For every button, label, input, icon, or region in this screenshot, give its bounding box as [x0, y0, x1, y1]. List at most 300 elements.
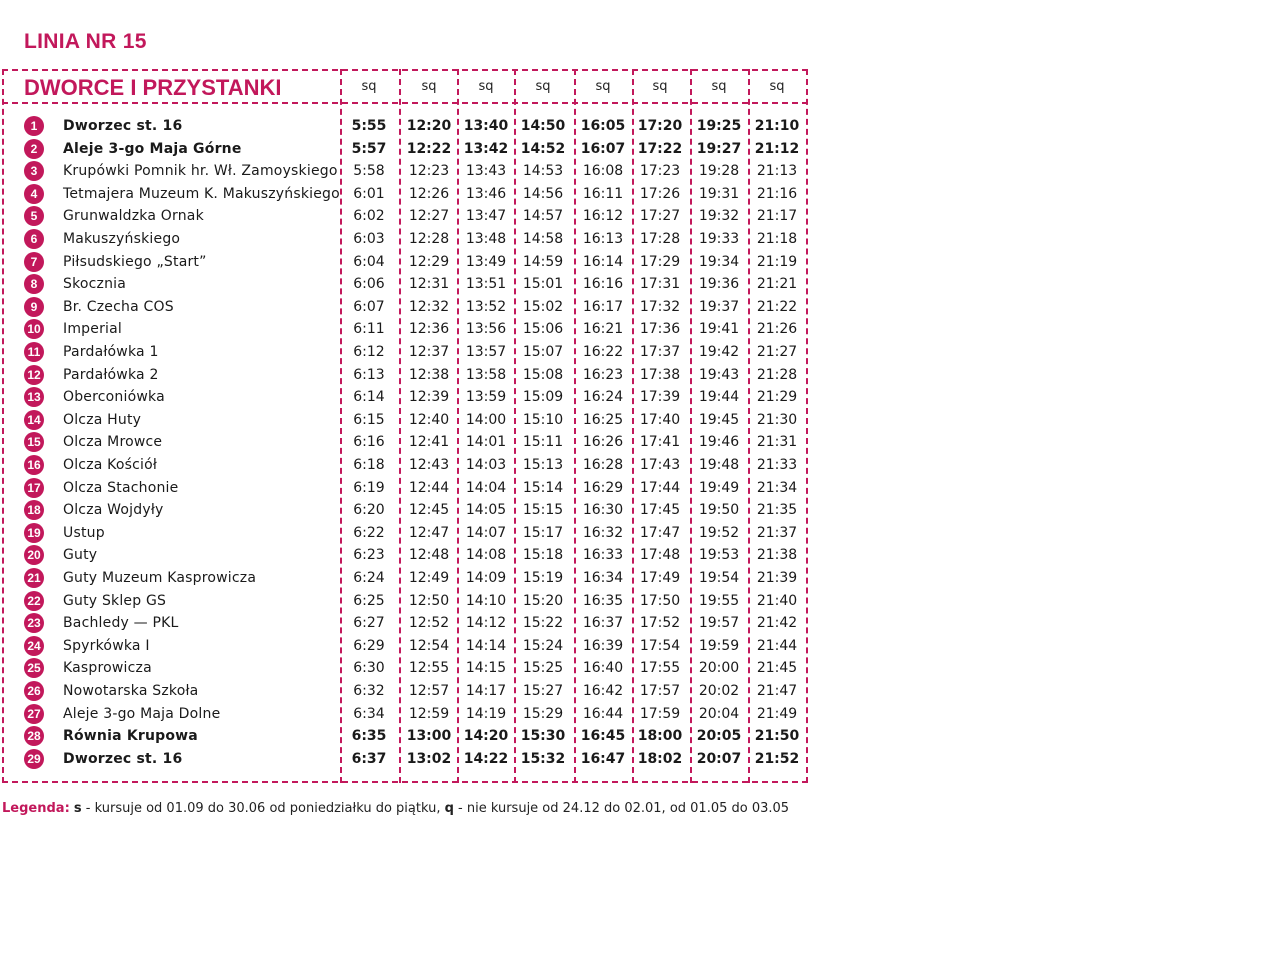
departure-time: 6:16: [353, 434, 385, 451]
stop-name: Skocznia: [63, 276, 127, 293]
departure-time: 15:18: [522, 547, 564, 564]
departure-time: 14:22: [463, 750, 509, 767]
departure-time: 19:44: [698, 389, 740, 406]
table-row: [2, 635, 808, 658]
departure-time: 12:52: [408, 615, 450, 632]
departure-time: 6:29: [353, 637, 385, 654]
stop-name: Nowotarska Szkoła: [63, 683, 199, 699]
departure-time: 19:52: [698, 524, 740, 541]
departure-time: 13:02: [406, 750, 452, 767]
departure-time: 6:35: [351, 728, 387, 745]
departure-time: 19:41: [698, 321, 740, 338]
departure-time: 16:42: [582, 683, 624, 699]
departure-time: 21:12: [754, 140, 800, 157]
stop-number-badge: 4: [24, 184, 44, 204]
legend-label: Legenda: [2, 801, 65, 816]
stop-name: Równia Krupowa: [63, 728, 198, 745]
departure-time: 16:21: [582, 321, 624, 338]
column-header: sq: [535, 79, 551, 94]
departure-time: 21:47: [756, 683, 798, 699]
departure-time: 16:08: [582, 163, 624, 180]
stop-number-badge: 18: [24, 500, 44, 520]
departure-time: 16:30: [582, 502, 624, 519]
stop-number-badge: 6: [24, 229, 44, 249]
table-row: [2, 409, 808, 432]
departure-time: 15:15: [522, 502, 564, 519]
departure-time: 20:05: [696, 728, 742, 745]
departure-time: 14:17: [465, 683, 507, 699]
departure-time: 21:33: [756, 457, 798, 473]
departure-time: 15:25: [522, 660, 564, 677]
stop-name: Oberconiówka: [63, 389, 165, 406]
stop-number-badge: 24: [24, 636, 44, 656]
departure-time: 6:06: [353, 276, 385, 293]
departure-time: 16:11: [582, 185, 624, 202]
departure-time: 12:55: [408, 660, 450, 677]
departure-time: 17:23: [639, 163, 681, 180]
departure-time: 17:22: [637, 140, 683, 157]
departure-time: 21:18: [756, 231, 798, 247]
stop-number-badge: 8: [24, 274, 44, 294]
departure-time: 19:37: [698, 298, 740, 315]
departure-time: 13:59: [465, 389, 507, 406]
stop-name: Aleje 3-go Maja Dolne: [63, 705, 221, 722]
departure-time: 12:31: [408, 276, 450, 293]
stop-number-badge: 14: [24, 410, 44, 430]
column-header: sq: [769, 79, 785, 94]
stop-number-badge: 12: [24, 365, 44, 385]
stop-number-badge: 27: [24, 704, 44, 724]
stop-number-badge: 9: [24, 297, 44, 317]
table-row: [2, 612, 808, 635]
departure-time: 12:38: [408, 366, 450, 383]
departure-time: 14:03: [465, 457, 507, 473]
stop-number-badge: 11: [24, 342, 44, 362]
stop-name: Pardałówka 1: [63, 344, 159, 360]
departure-time: 16:35: [582, 592, 624, 609]
departure-time: 18:00: [637, 728, 683, 745]
table-row: [2, 318, 808, 341]
departure-time: 14:53: [522, 163, 564, 180]
table-row: [2, 138, 808, 161]
departure-time: 21:19: [756, 253, 798, 270]
departure-time: 21:31: [756, 434, 798, 451]
departure-time: 16:37: [582, 615, 624, 632]
departure-time: 21:26: [756, 321, 798, 338]
table-row: [2, 341, 808, 364]
departure-time: 19:36: [698, 276, 740, 293]
departure-time: 17:49: [639, 570, 681, 586]
stop-number-badge: 25: [24, 658, 44, 678]
departure-time: 15:08: [522, 366, 564, 383]
departure-time: 12:57: [408, 683, 450, 699]
departure-time: 12:20: [406, 118, 452, 134]
table-row: [2, 499, 808, 522]
table-row: [2, 228, 808, 251]
departure-time: 6:34: [353, 705, 385, 722]
departure-time: 19:55: [698, 592, 740, 609]
table-row: [2, 273, 808, 296]
departure-time: 6:18: [353, 457, 385, 473]
departure-time: 19:28: [698, 163, 740, 180]
departure-time: 12:29: [408, 253, 450, 270]
stop-number-badge: 13: [24, 387, 44, 407]
table-row: [2, 296, 808, 319]
stop-number-badge: 1: [24, 116, 44, 136]
departure-time: 6:25: [353, 592, 385, 609]
departure-time: 21:28: [756, 366, 798, 383]
departure-time: 19:31: [698, 185, 740, 202]
stop-number-badge: 10: [24, 319, 44, 339]
departure-time: 15:32: [520, 750, 566, 767]
stop-name: Olcza Mrowce: [63, 434, 163, 451]
departure-time: 21:17: [756, 208, 798, 225]
departure-time: 19:45: [698, 411, 740, 428]
stop-name: Imperial: [63, 321, 122, 338]
departure-time: 16:34: [582, 570, 624, 586]
departure-time: 15:01: [522, 276, 564, 293]
table-row: [2, 183, 808, 206]
table-row: [2, 160, 808, 183]
departure-time: 12:23: [408, 163, 450, 180]
departure-time: 16:33: [582, 547, 624, 564]
departure-time: 15:09: [522, 389, 564, 406]
departure-time: 17:39: [639, 389, 681, 406]
stop-name: Guty Muzeum Kasprowicza: [63, 570, 257, 586]
departure-time: 16:23: [582, 366, 624, 383]
departure-time: 21:10: [754, 118, 800, 134]
departure-time: 21:34: [756, 479, 798, 496]
departure-time: 15:22: [522, 615, 564, 632]
departure-time: 21:44: [756, 637, 798, 654]
departure-time: 17:44: [639, 479, 681, 496]
departure-time: 16:28: [582, 457, 624, 473]
departure-time: 12:59: [408, 705, 450, 722]
departure-time: 6:14: [353, 389, 385, 406]
departure-time: 16:45: [580, 728, 626, 745]
departure-time: 15:13: [522, 457, 564, 473]
departure-time: 14:05: [465, 502, 507, 519]
departure-time: 18:02: [637, 750, 683, 767]
departure-time: 21:42: [756, 615, 798, 632]
departure-time: 17:38: [639, 366, 681, 383]
departure-time: 16:17: [582, 298, 624, 315]
table-row: [2, 477, 808, 500]
departure-time: 14:14: [465, 637, 507, 654]
departure-time: 13:00: [406, 728, 452, 745]
departure-time: 17:41: [639, 434, 681, 451]
departure-time: 6:32: [353, 683, 385, 699]
departure-time: 14:15: [465, 660, 507, 677]
departure-time: 12:45: [408, 502, 450, 519]
departure-time: 21:27: [756, 344, 798, 360]
departure-time: 14:07: [465, 524, 507, 541]
departure-time: 6:19: [353, 479, 385, 496]
departure-time: 15:30: [520, 728, 566, 745]
table-row: [2, 431, 808, 454]
departure-time: 14:59: [522, 253, 564, 270]
departure-time: 17:43: [639, 457, 681, 473]
stop-number-badge: 23: [24, 613, 44, 633]
departure-time: 13:42: [463, 140, 509, 157]
stop-name: Makuszyńskiego: [63, 231, 181, 247]
stops-heading: DWORCE I PRZYSTANKI: [24, 75, 282, 100]
table-row: [2, 748, 808, 771]
departure-time: 17:57: [639, 683, 681, 699]
stop-number-badge: 20: [24, 545, 44, 565]
departure-time: 13:51: [465, 276, 507, 293]
departure-time: 16:47: [580, 750, 626, 767]
departure-time: 16:14: [582, 253, 624, 270]
departure-time: 6:03: [353, 231, 385, 247]
table-row: [2, 251, 808, 274]
table-row: [2, 386, 808, 409]
stop-number-badge: 19: [24, 523, 44, 543]
departure-time: 16:16: [582, 276, 624, 293]
departure-time: 6:01: [353, 185, 385, 202]
departure-time: 6:30: [353, 660, 385, 677]
departure-time: 16:44: [582, 705, 624, 722]
departure-time: 12:43: [408, 457, 450, 473]
departure-time: 13:58: [465, 366, 507, 383]
departure-time: 21:38: [756, 547, 798, 564]
table-row: [2, 680, 808, 703]
table-row: [2, 703, 808, 726]
departure-time: 19:33: [698, 231, 740, 247]
stop-number-badge: 16: [24, 455, 44, 475]
departure-time: 17:45: [639, 502, 681, 519]
departure-time: 6:11: [353, 321, 385, 338]
stop-name: Pardałówka 2: [63, 366, 159, 383]
table-row: [2, 567, 808, 590]
column-header: sq: [361, 79, 377, 94]
departure-time: 12:32: [408, 298, 450, 315]
departure-time: 6:13: [353, 366, 385, 383]
stop-name: Spyrkówka I: [63, 637, 150, 654]
stop-name: Olcza Wojdyły: [63, 502, 164, 519]
departure-time: 12:40: [408, 411, 450, 428]
departure-time: 19:25: [696, 118, 742, 134]
stop-name: Tetmajera Muzeum K. Makuszyńskiego: [63, 185, 340, 202]
departure-time: 17:29: [639, 253, 681, 270]
departure-time: 19:32: [698, 208, 740, 225]
departure-time: 16:05: [580, 118, 626, 134]
column-header: sq: [652, 79, 668, 94]
departure-time: 21:29: [756, 389, 798, 406]
departure-time: 19:27: [696, 140, 742, 157]
departure-time: 5:55: [351, 118, 387, 134]
departure-time: 14:08: [465, 547, 507, 564]
departure-time: 14:04: [465, 479, 507, 496]
departure-time: 6:04: [353, 253, 385, 270]
stop-number-badge: 26: [24, 681, 44, 701]
departure-time: 13:47: [465, 208, 507, 225]
departure-time: 16:40: [582, 660, 624, 677]
stop-name: Grunwaldzka Ornak: [63, 208, 204, 225]
legend: [2, 800, 789, 818]
departure-time: 14:58: [522, 231, 564, 247]
departure-time: 17:54: [639, 637, 681, 654]
departure-time: 21:39: [756, 570, 798, 586]
departure-time: 16:24: [582, 389, 624, 406]
stop-name: Olcza Stachonie: [63, 479, 179, 496]
departure-time: 16:25: [582, 411, 624, 428]
departure-time: 15:19: [522, 570, 564, 586]
table-row: [2, 364, 808, 387]
departure-time: 19:34: [698, 253, 740, 270]
table-row: [2, 454, 808, 477]
departure-time: 14:00: [465, 411, 507, 428]
departure-time: 21:16: [756, 185, 798, 202]
departure-time: 6:27: [353, 615, 385, 632]
departure-time: 21:45: [756, 660, 798, 677]
departure-time: 14:57: [522, 208, 564, 225]
departure-time: 16:13: [582, 231, 624, 247]
departure-time: 17:59: [639, 705, 681, 722]
departure-time: 6:22: [353, 524, 385, 541]
departure-time: 14:19: [465, 705, 507, 722]
stop-name: Olcza Huty: [63, 411, 142, 428]
departure-time: 21:40: [756, 592, 798, 609]
departure-time: 6:15: [353, 411, 385, 428]
departure-time: 16:07: [580, 140, 626, 157]
departure-time: 19:50: [698, 502, 740, 519]
departure-time: 15:14: [522, 479, 564, 496]
departure-time: 19:46: [698, 434, 740, 451]
departure-time: 21:13: [756, 163, 798, 180]
departure-time: 16:26: [582, 434, 624, 451]
column-header: sq: [711, 79, 727, 94]
departure-time: 17:28: [639, 231, 681, 247]
departure-time: 6:20: [353, 502, 385, 519]
stop-name: Olcza Kościół: [63, 457, 158, 473]
departure-time: 15:06: [522, 321, 564, 338]
departure-time: 13:56: [465, 321, 507, 338]
departure-time: 12:41: [408, 434, 450, 451]
departure-time: 17:20: [637, 118, 683, 134]
departure-time: 17:26: [639, 185, 681, 202]
departure-time: 21:50: [754, 728, 800, 745]
column-header: sq: [421, 79, 437, 94]
stop-name: Br. Czecha COS: [63, 298, 174, 315]
departure-time: 12:48: [408, 547, 450, 564]
departure-time: 17:27: [639, 208, 681, 225]
departure-time: 21:35: [756, 502, 798, 519]
departure-time: 14:10: [465, 592, 507, 609]
departure-time: 13:48: [465, 231, 507, 247]
departure-time: 15:24: [522, 637, 564, 654]
departure-time: 17:40: [639, 411, 681, 428]
departure-time: 17:48: [639, 547, 681, 564]
departure-time: 21:52: [754, 750, 800, 767]
legend-s-text: - kursuje od 01.09 do 30.06 od poniedziałku do piątku,: [81, 801, 445, 816]
departure-time: 15:27: [522, 683, 564, 699]
departure-time: 14:50: [520, 118, 566, 134]
departure-time: 14:09: [465, 570, 507, 586]
departure-time: 19:43: [698, 366, 740, 383]
stop-name: Dworzec st. 16: [63, 750, 183, 767]
departure-time: 12:36: [408, 321, 450, 338]
departure-time: 17:47: [639, 524, 681, 541]
departure-time: 20:02: [698, 683, 740, 699]
departure-time: 17:50: [639, 592, 681, 609]
table-row: [2, 522, 808, 545]
stop-number-badge: 29: [24, 749, 44, 769]
departure-time: 12:49: [408, 570, 450, 586]
departure-time: 16:29: [582, 479, 624, 496]
departure-time: 15:10: [522, 411, 564, 428]
departure-time: 6:24: [353, 570, 385, 586]
stop-number-badge: 28: [24, 726, 44, 746]
departure-time: 12:47: [408, 524, 450, 541]
departure-time: 14:20: [463, 728, 509, 745]
departure-time: 14:01: [465, 434, 507, 451]
departure-time: 16:39: [582, 637, 624, 654]
departure-time: 20:00: [698, 660, 740, 677]
departure-time: 20:04: [698, 705, 740, 722]
departure-time: 6:37: [351, 750, 387, 767]
stop-name: Aleje 3-go Maja Górne: [63, 140, 242, 157]
departure-time: 19:49: [698, 479, 740, 496]
departure-time: 15:17: [522, 524, 564, 541]
stop-number-badge: 22: [24, 591, 44, 611]
departure-time: 6:12: [353, 344, 385, 360]
departure-time: 12:37: [408, 344, 450, 360]
departure-time: 19:53: [698, 547, 740, 564]
departure-time: 13:49: [465, 253, 507, 270]
legend-colon: :: [64, 801, 70, 816]
departure-time: 12:54: [408, 637, 450, 654]
departure-time: 6:07: [353, 298, 385, 315]
departure-time: 14:12: [465, 615, 507, 632]
column-header: sq: [595, 79, 611, 94]
departure-time: 15:11: [522, 434, 564, 451]
departure-time: 17:37: [639, 344, 681, 360]
table-row: [2, 115, 808, 138]
stop-name: Dworzec st. 16: [63, 118, 183, 134]
departure-time: 17:31: [639, 276, 681, 293]
stop-name: Bachledy — PKL: [63, 615, 179, 632]
departure-time: 20:07: [696, 750, 742, 767]
departure-time: 17:36: [639, 321, 681, 338]
departure-time: 21:49: [756, 705, 798, 722]
departure-time: 19:57: [698, 615, 740, 632]
departure-time: 12:44: [408, 479, 450, 496]
stop-name: Kasprowicza: [63, 660, 152, 677]
departure-time: 21:22: [756, 298, 798, 315]
stop-number-badge: 5: [24, 206, 44, 226]
legend-q-text: - nie kursuje od 24.12 do 02.01, od 01.05 do 03.05: [453, 801, 790, 816]
departure-time: 21:21: [756, 276, 798, 293]
departure-time: 12:26: [408, 185, 450, 202]
stop-number-badge: 15: [24, 432, 44, 452]
stop-number-badge: 17: [24, 478, 44, 498]
departure-time: 12:50: [408, 592, 450, 609]
stop-number-badge: 21: [24, 568, 44, 588]
stop-number-badge: 2: [24, 139, 44, 159]
stop-name: Piłsudskiego „Start”: [63, 253, 207, 270]
departure-time: 19:48: [698, 457, 740, 473]
table-row: [2, 590, 808, 613]
departure-time: 19:54: [698, 570, 740, 586]
departure-time: 15:29: [522, 705, 564, 722]
stop-number-badge: 7: [24, 252, 44, 272]
line-title: LINIA NR 15: [24, 30, 147, 53]
departure-time: 12:22: [406, 140, 452, 157]
departure-time: 21:30: [756, 411, 798, 428]
departure-time: 13:57: [465, 344, 507, 360]
departure-time: 14:56: [522, 185, 564, 202]
